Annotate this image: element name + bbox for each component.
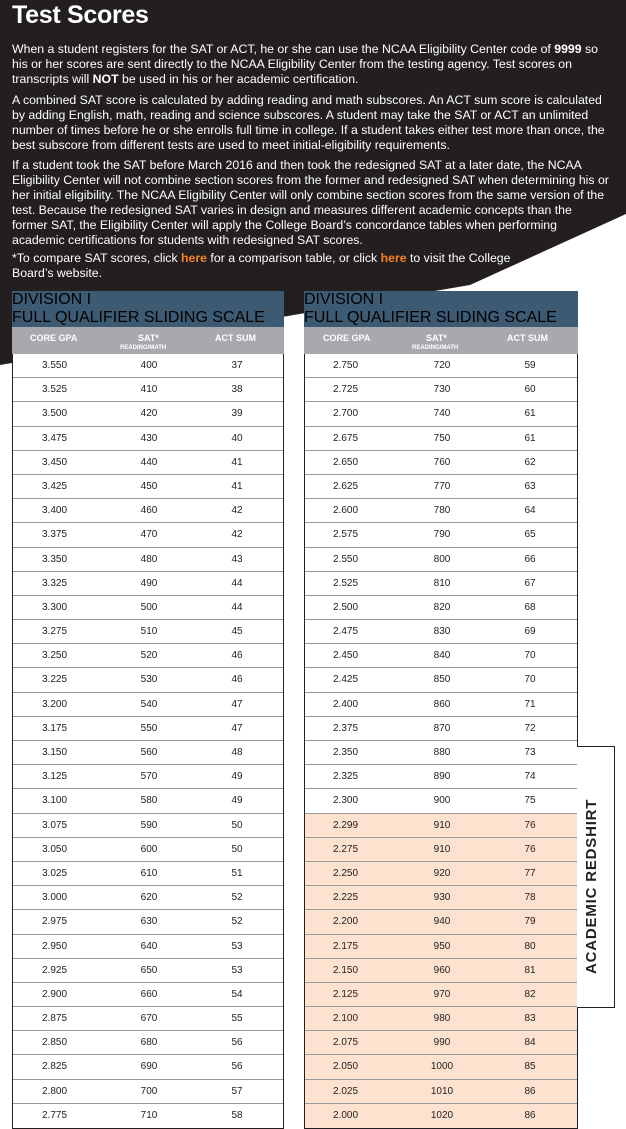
table-row	[13, 693, 283, 717]
intro-paragraph-1	[12, 42, 610, 87]
table-row	[13, 983, 283, 1007]
table-row	[13, 789, 283, 813]
cell-act-sum: 44	[231, 577, 243, 589]
cell-act-sum: 72	[524, 722, 536, 734]
table-row	[305, 717, 577, 741]
cell-act-sum: 42	[231, 505, 243, 517]
note-text-c: to visit the College Board’s website.	[12, 251, 511, 280]
cell-act-sum: 63	[524, 480, 536, 492]
table-row	[305, 596, 577, 620]
cell-sat: 490	[140, 577, 158, 589]
table-row	[13, 741, 283, 765]
cell-sat: 1010	[430, 1085, 454, 1097]
table-row	[13, 402, 283, 426]
cell-act-sum: 50	[231, 819, 243, 831]
cell-sat: 920	[433, 867, 451, 879]
cell-act-sum: 76	[524, 819, 536, 831]
cell-sat: 630	[140, 916, 158, 928]
cell-core-gpa: 3.500	[42, 408, 68, 420]
table-row	[305, 354, 577, 378]
cell-sat: 870	[433, 722, 451, 734]
cell-core-gpa: 2.225	[333, 892, 359, 904]
cell-sat: 950	[433, 940, 451, 952]
table-row	[305, 427, 577, 451]
cell-core-gpa: 2.450	[333, 650, 359, 662]
cell-act-sum: 69	[524, 626, 536, 638]
cell-sat: 430	[140, 432, 158, 444]
cell-sat: 910	[433, 843, 451, 855]
cell-core-gpa: 2.150	[333, 964, 359, 976]
table-row	[305, 959, 577, 983]
cell-core-gpa: 3.475	[42, 432, 68, 444]
table-left-body	[12, 354, 284, 1129]
cell-core-gpa: 2.775	[42, 1109, 68, 1121]
cell-sat: 730	[433, 384, 451, 396]
cell-act-sum: 38	[231, 384, 243, 396]
cell-core-gpa: 3.275	[42, 626, 68, 638]
sat-comparison-note	[12, 251, 512, 281]
cell-act-sum: 59	[524, 360, 536, 371]
table-row	[13, 935, 283, 959]
cell-act-sum: 52	[231, 916, 243, 928]
cell-sat: 1020	[430, 1109, 454, 1121]
cell-sat: 710	[140, 1109, 158, 1121]
cell-sat: 900	[433, 795, 451, 807]
cell-act-sum: 45	[231, 626, 243, 638]
cell-core-gpa: 3.400	[42, 505, 68, 517]
cell-sat: 660	[140, 988, 158, 1000]
cell-core-gpa: 3.550	[42, 360, 68, 371]
table-row	[305, 1055, 577, 1079]
cell-core-gpa: 2.975	[42, 916, 68, 928]
cell-sat: 850	[433, 674, 451, 686]
cell-core-gpa: 3.525	[42, 384, 68, 396]
col-core-gpa: CORE GPA	[30, 333, 78, 343]
table-row	[305, 1031, 577, 1055]
cell-core-gpa: 3.425	[42, 480, 68, 492]
table-row	[13, 1055, 283, 1079]
cell-act-sum: 83	[524, 1013, 536, 1025]
table-row	[13, 1104, 283, 1128]
cell-sat: 620	[140, 892, 158, 904]
cell-act-sum: 44	[231, 601, 243, 613]
col-core-gpa: CORE GPA	[323, 333, 371, 343]
col-act-sum: ACT SUM	[215, 333, 256, 343]
cell-sat: 890	[433, 771, 451, 783]
cell-act-sum: 43	[231, 553, 243, 565]
table-right-title-line2: FULL QUALIFIER SLIDING SCALE	[304, 309, 557, 326]
cell-act-sum: 86	[524, 1109, 536, 1121]
intro-paragraph-3: If a student took the SAT before March 2016 and then took the redesigned SAT at a later date, the NCAA Eligibility Center will not combine section scores from the former and redesigned SAT when determining his or her initial eligibility. The NCAA Eligibility Center will only combine section scores from the same version of the test. Because the redesigned SAT varies in design and measures different academic concepts than the former SAT, the Eligibility Center will apply the College Board’s concordance tables when performing academic certifications for students with redesigned SAT scores.	[12, 158, 609, 247]
cell-sat: 470	[140, 529, 158, 541]
cell-act-sum: 75	[524, 795, 536, 807]
cell-sat: 420	[140, 408, 158, 420]
cell-core-gpa: 2.325	[333, 771, 359, 783]
cell-act-sum: 46	[231, 650, 243, 662]
table-row	[13, 523, 283, 547]
cell-act-sum: 86	[524, 1085, 536, 1097]
table-row	[13, 548, 283, 572]
cell-core-gpa: 2.950	[42, 940, 68, 952]
cell-sat: 790	[433, 529, 451, 541]
table-row	[305, 572, 577, 596]
table-row	[305, 523, 577, 547]
cell-sat: 600	[140, 843, 158, 855]
cell-core-gpa: 2.600	[333, 505, 359, 517]
comparison-table-link[interactable]: here	[181, 251, 208, 265]
cell-act-sum: 66	[524, 553, 536, 565]
cell-act-sum: 56	[231, 1061, 243, 1073]
cell-core-gpa: 2.075	[333, 1037, 359, 1049]
cell-sat: 1000	[430, 1061, 454, 1073]
cell-sat: 680	[140, 1037, 158, 1049]
cell-act-sum: 74	[524, 771, 536, 783]
table-row	[305, 451, 577, 475]
cell-core-gpa: 2.825	[42, 1061, 68, 1073]
cell-core-gpa: 2.725	[333, 384, 359, 396]
table-row	[13, 596, 283, 620]
cell-sat: 690	[140, 1061, 158, 1073]
note-text-a: *To compare SAT scores, click	[12, 251, 182, 265]
cell-sat: 860	[433, 698, 451, 710]
cell-act-sum: 62	[524, 456, 536, 468]
table-right-title-line1: DIVISION I	[304, 291, 384, 308]
cell-core-gpa: 3.325	[42, 577, 68, 589]
cell-act-sum: 73	[524, 747, 536, 758]
col-sat-sub: READING/MATH	[412, 345, 459, 351]
cell-core-gpa: 2.300	[333, 795, 359, 807]
table-row	[13, 378, 283, 402]
cell-sat: 400	[140, 360, 158, 371]
table-row	[305, 378, 577, 402]
table-right-column-headers	[304, 327, 578, 354]
p1-text-c: be used in his or her academic certification.	[118, 72, 359, 86]
table-row	[305, 886, 577, 910]
cell-act-sum: 85	[524, 1061, 536, 1073]
sliding-scale-table-left	[12, 291, 284, 1129]
table-row	[305, 548, 577, 572]
table-row	[305, 814, 577, 838]
cell-core-gpa: 2.525	[333, 577, 359, 589]
table-row	[305, 644, 577, 668]
cell-act-sum: 37	[231, 360, 243, 371]
table-row	[13, 427, 283, 451]
cell-act-sum: 53	[231, 940, 243, 952]
cell-core-gpa: 2.125	[333, 988, 359, 1000]
cell-act-sum: 61	[524, 408, 536, 420]
cell-core-gpa: 2.200	[333, 916, 359, 928]
cell-sat: 880	[433, 747, 451, 758]
table-row	[305, 475, 577, 499]
table-row	[13, 451, 283, 475]
cell-act-sum: 41	[231, 480, 243, 492]
note-text-b: for a comparison table, or click	[207, 251, 381, 265]
cell-act-sum: 76	[524, 843, 536, 855]
cell-sat: 780	[433, 505, 451, 517]
table-row	[305, 910, 577, 934]
cell-sat: 460	[140, 505, 158, 517]
table-row	[13, 838, 283, 862]
cell-sat: 750	[433, 432, 451, 444]
cell-core-gpa: 3.450	[42, 456, 68, 468]
not-emphasis: NOT	[92, 72, 119, 86]
table-row	[305, 402, 577, 426]
cell-core-gpa: 3.175	[42, 722, 68, 734]
table-row	[13, 1031, 283, 1055]
cell-sat: 910	[433, 819, 451, 831]
table-row	[305, 1080, 577, 1104]
cell-sat: 570	[140, 771, 158, 783]
table-right-title	[304, 291, 578, 327]
cell-core-gpa: 2.575	[333, 529, 359, 541]
table-row	[13, 862, 283, 886]
cell-core-gpa: 2.250	[333, 867, 359, 879]
cell-act-sum: 53	[231, 964, 243, 976]
table-row	[305, 765, 577, 789]
cell-core-gpa: 2.900	[42, 988, 68, 1000]
eligibility-code: 9999	[554, 42, 582, 56]
cell-core-gpa: 3.025	[42, 867, 68, 879]
table-row	[13, 620, 283, 644]
cell-core-gpa: 3.075	[42, 819, 68, 831]
table-row	[13, 572, 283, 596]
table-row	[13, 1007, 283, 1031]
cell-core-gpa: 2.925	[42, 964, 68, 976]
cell-act-sum: 78	[524, 892, 536, 904]
cell-sat: 830	[433, 626, 451, 638]
table-row	[13, 765, 283, 789]
cell-sat: 840	[433, 650, 451, 662]
table-row	[13, 499, 283, 523]
cell-act-sum: 49	[231, 771, 243, 783]
table-row	[305, 862, 577, 886]
table-row	[305, 1104, 577, 1128]
intro-paragraph-2: A combined SAT score is calculated by adding reading and math subscores. An ACT sum score is calculated by adding English, math, reading and science subscores. A student may take the SAT or ACT an unlimited number of times before he or she enrolls full time in college. If a student takes either test more than once, the best subscore from different tests are used to meet initial-eligibility requirements.	[12, 93, 605, 152]
cell-sat: 650	[140, 964, 158, 976]
cell-core-gpa: 3.125	[42, 771, 68, 783]
cell-core-gpa: 3.375	[42, 529, 68, 541]
p1-text-b: so his or her scores are sent directly to the NCAA Eligibility Center from the testing agency. Test scores on transcripts will	[12, 42, 599, 86]
cell-act-sum: 56	[231, 1037, 243, 1049]
col-act-sum: ACT SUM	[507, 333, 548, 343]
cell-core-gpa: 2.400	[333, 698, 359, 710]
cell-act-sum: 70	[524, 674, 536, 686]
table-row	[305, 935, 577, 959]
cell-sat: 720	[433, 360, 451, 371]
table-row	[13, 717, 283, 741]
cell-core-gpa: 3.350	[42, 553, 68, 565]
cell-core-gpa: 3.000	[42, 892, 68, 904]
cell-sat: 520	[140, 650, 158, 662]
cell-core-gpa: 3.050	[42, 843, 68, 855]
p1-text-a: When a student registers for the SAT or ACT, he or she can use the NCAA Eligibility Center code of	[12, 42, 555, 56]
cell-core-gpa: 2.750	[333, 360, 359, 371]
cell-sat: 560	[140, 747, 158, 758]
cell-act-sum: 82	[524, 988, 536, 1000]
cell-sat: 440	[140, 456, 158, 468]
table-right-body	[304, 354, 578, 1129]
cell-core-gpa: 2.475	[333, 626, 359, 638]
cell-act-sum: 77	[524, 867, 536, 879]
cell-sat: 970	[433, 988, 451, 1000]
col-sat-sub: READING/MATH	[120, 345, 167, 351]
cell-sat: 930	[433, 892, 451, 904]
cell-core-gpa: 2.050	[333, 1061, 359, 1073]
cell-core-gpa: 3.200	[42, 698, 68, 710]
cell-act-sum: 48	[231, 747, 243, 758]
cell-core-gpa: 2.875	[42, 1013, 68, 1025]
cell-core-gpa: 3.100	[42, 795, 68, 807]
table-row	[305, 838, 577, 862]
cell-core-gpa: 2.299	[333, 819, 359, 831]
table-row	[305, 499, 577, 523]
cell-sat: 550	[140, 722, 158, 734]
cell-core-gpa: 2.850	[42, 1037, 68, 1049]
table-row	[305, 741, 577, 765]
cell-core-gpa: 2.500	[333, 601, 359, 613]
college-board-link[interactable]: here	[380, 251, 407, 265]
cell-act-sum: 54	[231, 988, 243, 1000]
cell-core-gpa: 2.375	[333, 722, 359, 734]
cell-core-gpa: 3.300	[42, 601, 68, 613]
cell-sat: 410	[140, 384, 158, 396]
cell-sat: 640	[140, 940, 158, 952]
cell-core-gpa: 2.100	[333, 1013, 359, 1025]
cell-sat: 610	[140, 867, 158, 879]
cell-sat: 810	[433, 577, 451, 589]
cell-sat: 760	[433, 456, 451, 468]
cell-sat: 450	[140, 480, 158, 492]
table-row	[13, 959, 283, 983]
cell-core-gpa: 2.800	[42, 1085, 68, 1097]
table-left-title-line1: DIVISION I	[12, 291, 92, 308]
cell-sat: 700	[140, 1085, 158, 1097]
cell-act-sum: 70	[524, 650, 536, 662]
table-row	[305, 668, 577, 692]
academic-redshirt-label: ACADEMIC REDSHIRT	[583, 798, 600, 974]
table-row	[13, 886, 283, 910]
cell-sat: 960	[433, 964, 451, 976]
cell-core-gpa: 2.025	[333, 1085, 359, 1097]
cell-act-sum: 55	[231, 1013, 243, 1025]
cell-act-sum: 84	[524, 1037, 536, 1049]
table-row	[305, 693, 577, 717]
page-title: Test Scores	[12, 1, 149, 29]
cell-act-sum: 60	[524, 384, 536, 396]
cell-act-sum: 58	[231, 1109, 243, 1121]
table-row	[13, 668, 283, 692]
cell-act-sum: 79	[524, 916, 536, 928]
col-sat: SAT*	[138, 333, 159, 343]
cell-act-sum: 49	[231, 795, 243, 807]
cell-core-gpa: 2.625	[333, 480, 359, 492]
cell-act-sum: 39	[231, 408, 243, 420]
cell-act-sum: 67	[524, 577, 536, 589]
cell-act-sum: 81	[524, 964, 536, 976]
cell-act-sum: 50	[231, 843, 243, 855]
cell-act-sum: 61	[524, 432, 536, 444]
table-left-title-line2: FULL QUALIFIER SLIDING SCALE	[12, 309, 265, 326]
cell-sat: 530	[140, 674, 158, 686]
cell-act-sum: 40	[231, 432, 243, 444]
cell-sat: 770	[433, 480, 451, 492]
cell-core-gpa: 2.650	[333, 456, 359, 468]
cell-core-gpa: 2.425	[333, 674, 359, 686]
cell-sat: 500	[140, 601, 158, 613]
cell-sat: 800	[433, 553, 451, 565]
table-row	[305, 789, 577, 813]
cell-core-gpa: 2.000	[333, 1109, 359, 1121]
cell-sat: 740	[433, 408, 451, 420]
cell-act-sum: 41	[231, 456, 243, 468]
col-sat: SAT*	[426, 333, 447, 343]
cell-act-sum: 47	[231, 722, 243, 734]
cell-act-sum: 65	[524, 529, 536, 541]
sliding-scale-table-right	[304, 291, 578, 1129]
cell-sat: 820	[433, 601, 451, 613]
cell-sat: 580	[140, 795, 158, 807]
table-left-title	[12, 291, 284, 327]
cell-sat: 480	[140, 553, 158, 565]
cell-act-sum: 47	[231, 698, 243, 710]
table-row	[13, 644, 283, 668]
cell-core-gpa: 2.350	[333, 747, 359, 758]
cell-act-sum: 68	[524, 601, 536, 613]
cell-act-sum: 52	[231, 892, 243, 904]
table-row	[13, 354, 283, 378]
cell-core-gpa: 2.275	[333, 843, 359, 855]
table-row	[13, 1080, 283, 1104]
cell-act-sum: 46	[231, 674, 243, 686]
cell-act-sum: 80	[524, 940, 536, 952]
cell-core-gpa: 2.550	[333, 553, 359, 565]
cell-sat: 670	[140, 1013, 158, 1025]
cell-sat: 980	[433, 1013, 451, 1025]
cell-sat: 510	[140, 626, 158, 638]
table-row	[305, 620, 577, 644]
cell-core-gpa: 3.150	[42, 747, 68, 758]
table-row	[13, 475, 283, 499]
cell-core-gpa: 2.700	[333, 408, 359, 420]
cell-act-sum: 51	[231, 867, 243, 879]
cell-core-gpa: 2.675	[333, 432, 359, 444]
cell-act-sum: 42	[231, 529, 243, 541]
table-row	[305, 983, 577, 1007]
table-row	[13, 814, 283, 838]
cell-core-gpa: 3.225	[42, 674, 68, 686]
cell-core-gpa: 2.175	[333, 940, 359, 952]
cell-act-sum: 71	[524, 698, 536, 710]
cell-act-sum: 64	[524, 505, 536, 517]
cell-sat: 940	[433, 916, 451, 928]
cell-sat: 540	[140, 698, 158, 710]
cell-core-gpa: 3.250	[42, 650, 68, 662]
cell-sat: 590	[140, 819, 158, 831]
table-row	[13, 910, 283, 934]
cell-act-sum: 57	[231, 1085, 243, 1097]
table-left-column-headers	[12, 327, 284, 354]
cell-sat: 990	[433, 1037, 451, 1049]
table-row	[305, 1007, 577, 1031]
